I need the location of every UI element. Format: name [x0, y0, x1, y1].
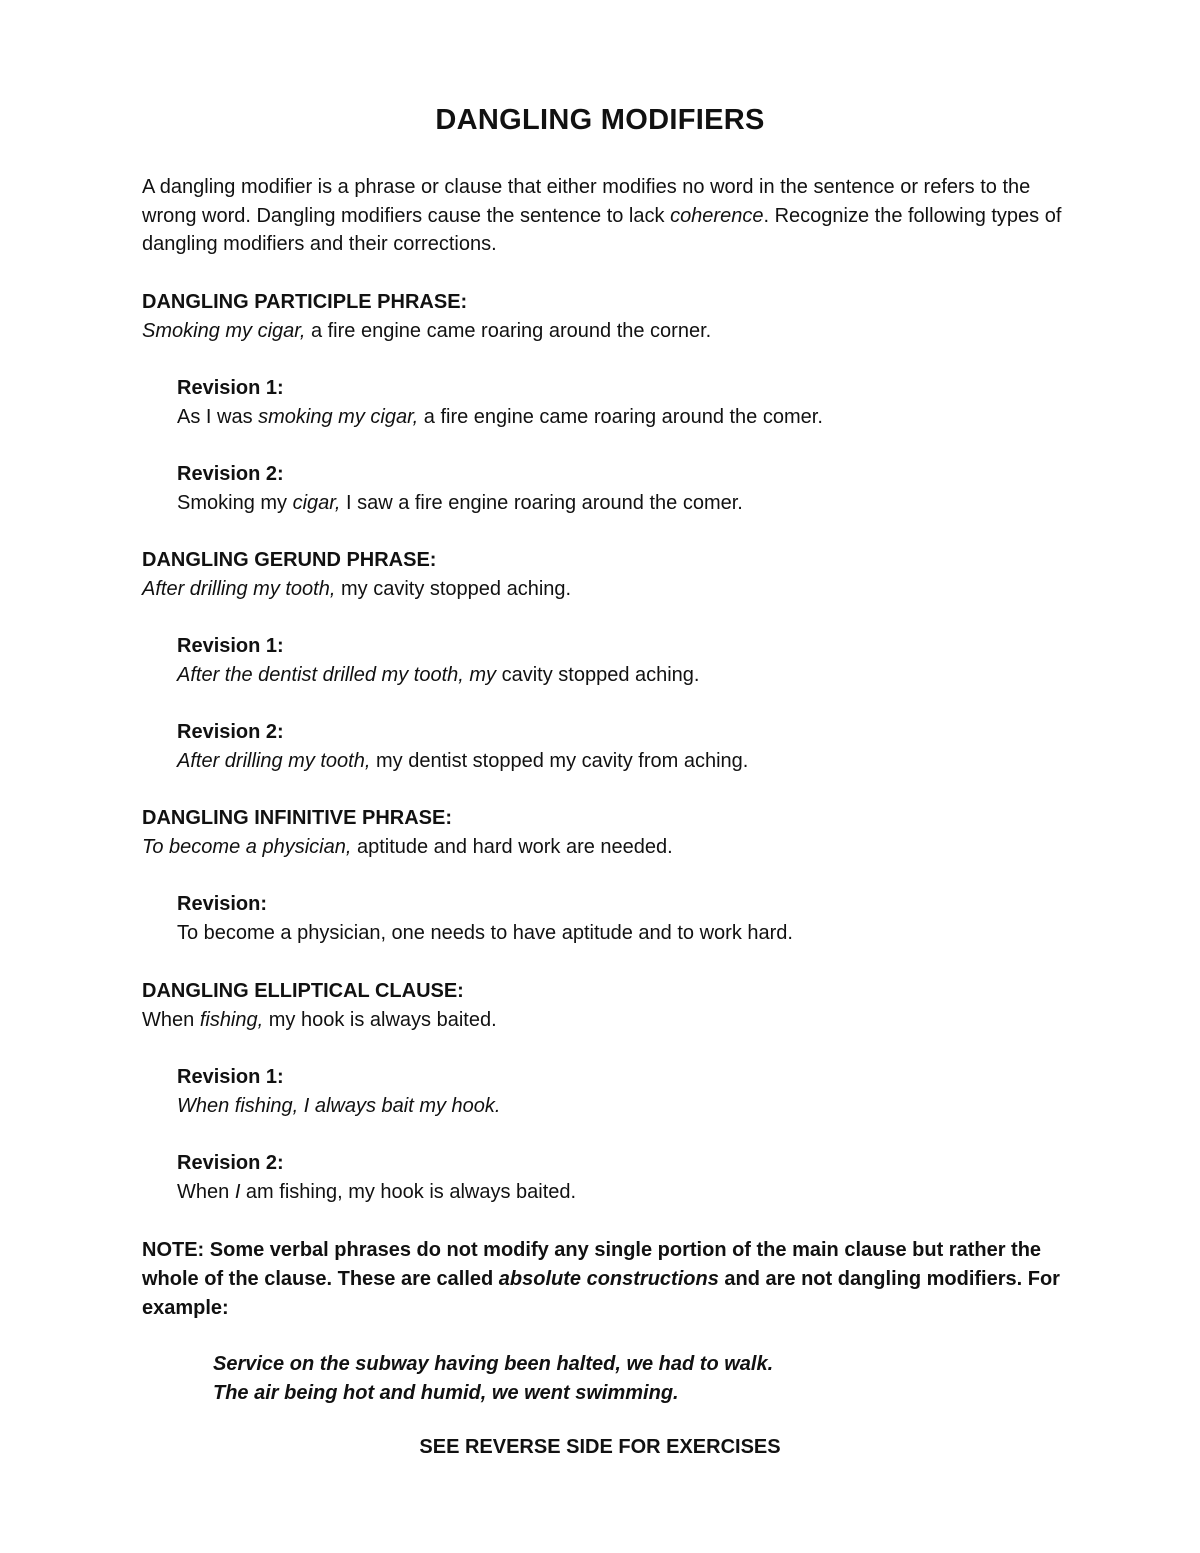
- participle-revision2-phrase: cigar,: [292, 492, 341, 514]
- elliptical-revision1-label: Revision 1:: [177, 1066, 284, 1088]
- intro-paragraph: [142, 173, 1072, 259]
- elliptical-example-phrase: fishing,: [199, 1009, 264, 1031]
- gerund-example: [142, 576, 571, 602]
- gerund-revision2-rest: my dentist stopped my cavity from aching.: [370, 750, 749, 772]
- infinitive-example-rest: aptitude and hard work are needed.: [351, 836, 673, 858]
- elliptical-example-end: my hook is always baited.: [263, 1009, 497, 1031]
- intro-text-end: . Recognize the following types of dangling modifiers and their corrections.: [142, 204, 1062, 255]
- participle-revision1-phrase: smoking my cigar,: [258, 406, 419, 428]
- elliptical-example-start: When: [142, 1009, 200, 1031]
- gerund-revision2-label: Revision 2:: [177, 721, 284, 743]
- participle-revision2-start: Smoking my: [177, 492, 293, 514]
- elliptical-revision2-label: Revision 2:: [177, 1152, 284, 1174]
- gerund-revision1-label: Revision 1:: [177, 635, 284, 657]
- elliptical-revision1: When fishing, I always bait my hook.: [177, 1095, 501, 1117]
- note-paragraph: [142, 1236, 1072, 1323]
- participle-revision2: [177, 490, 743, 516]
- participle-revision1-label: Revision 1:: [177, 377, 284, 399]
- elliptical-example: [142, 1007, 497, 1033]
- participle-heading: DANGLING PARTICIPLE PHRASE:: [142, 291, 468, 313]
- participle-revision1: [177, 404, 823, 430]
- infinitive-heading: DANGLING INFINITIVE PHRASE:: [142, 807, 453, 829]
- elliptical-revision2-start: When: [177, 1181, 235, 1203]
- intro-emphasis: coherence: [670, 204, 764, 227]
- note-text-end: and are not dangling modifiers. For example:: [142, 1268, 1060, 1319]
- infinitive-revision-label: Revision:: [177, 893, 268, 915]
- gerund-revision1-phrase: After the dentist drilled my tooth, my: [177, 664, 497, 686]
- gerund-revision1-rest: cavity stopped aching.: [496, 664, 700, 686]
- infinitive-example: [142, 834, 673, 860]
- participle-revision2-end: I saw a fire engine roaring around the comer.: [340, 492, 743, 514]
- gerund-revision2: [177, 748, 748, 774]
- gerund-revision1: [177, 662, 700, 688]
- note-text: NOTE: Some verbal phrases do not modify any single portion of the main clause but rather the whole of the clause. These are called: [142, 1239, 1042, 1290]
- page-title: DANGLING MODIFIERS: [435, 104, 765, 136]
- elliptical-heading: DANGLING ELLIPTICAL CLAUSE:: [142, 980, 464, 1002]
- gerund-heading: DANGLING GERUND PHRASE:: [142, 549, 437, 571]
- gerund-example-phrase: After drilling my tooth,: [142, 578, 336, 600]
- participle-revision1-end: a fire engine came roaring around the comer.: [418, 406, 823, 428]
- participle-revision2-label: Revision 2:: [177, 463, 284, 485]
- intro-text: A dangling modifier is a phrase or clause that either modifies no word in the sentence or refers to the wrong word. Dangling modifiers cause the sentence to lack: [142, 176, 1031, 227]
- participle-example: [142, 318, 711, 344]
- elliptical-revision2-end: am fishing, my hook is always baited.: [240, 1181, 577, 1203]
- infinitive-revision: To become a physician, one needs to have aptitude and to work hard.: [177, 922, 793, 944]
- participle-revision1-start: As I was: [177, 406, 259, 428]
- footer-instruction: SEE REVERSE SIDE FOR EXERCISES: [419, 1436, 781, 1458]
- elliptical-revision2-pronoun: I: [234, 1181, 241, 1203]
- infinitive-example-phrase: To become a physician,: [142, 836, 352, 858]
- gerund-revision2-phrase: After drilling my tooth,: [177, 750, 371, 772]
- participle-example-rest: a fire engine came roaring around the corner.: [305, 320, 712, 342]
- absolute-example-1: Service on the subway having been halted, we had to walk.: [213, 1353, 774, 1375]
- gerund-example-rest: my cavity stopped aching.: [335, 578, 572, 600]
- participle-example-phrase: Smoking my cigar,: [142, 320, 306, 342]
- note-emphasis: absolute constructions: [498, 1268, 719, 1290]
- elliptical-revision2: [177, 1179, 576, 1205]
- absolute-example-2: The air being hot and humid, we went swimming.: [213, 1382, 679, 1404]
